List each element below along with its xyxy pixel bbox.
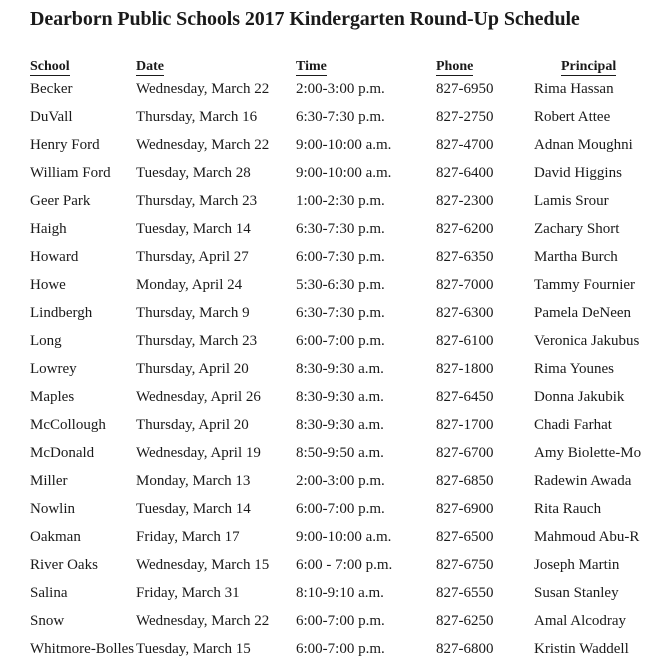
date-cell: Wednesday, March 22	[136, 613, 270, 629]
school-cell: DuVall	[30, 109, 73, 125]
time-cell: 9:00-10:00 a.m.	[296, 529, 392, 545]
time-cell: 2:00-3:00 p.m.	[296, 81, 385, 97]
time-cell: 6:00-7:00 p.m.	[296, 333, 385, 349]
principal-cell: Pamela DeNeen	[534, 305, 632, 321]
school-cell: Nowlin	[30, 501, 75, 517]
table-row	[0, 332, 648, 360]
date-cell: Tuesday, March 28	[136, 165, 251, 181]
school-cell: Maples	[30, 389, 75, 405]
column-header-time: Time	[296, 59, 327, 74]
table-row	[0, 640, 648, 668]
school-cell: Whitmore-Bolles	[30, 641, 135, 657]
phone-cell: 827-6250	[436, 613, 494, 629]
column-header-phone: Phone	[436, 59, 474, 74]
time-cell: 6:00-7:00 p.m.	[296, 613, 385, 629]
table-row	[0, 304, 648, 332]
phone-cell: 827-2750	[436, 109, 494, 125]
principal-cell: Robert Attee	[534, 109, 611, 125]
table-row	[0, 248, 648, 276]
time-cell: 8:30-9:30 a.m.	[296, 361, 384, 377]
principal-cell: Joseph Martin	[534, 557, 620, 573]
phone-cell: 827-6900	[436, 501, 494, 517]
date-cell: Wednesday, March 15	[136, 557, 270, 573]
principal-cell: Radewin Awada	[534, 473, 632, 489]
page-title: Dearborn Public Schools 2017 Kindergarten Round-Up Schedule	[30, 8, 580, 30]
date-cell: Friday, March 17	[136, 529, 240, 545]
school-cell: Howard	[30, 249, 79, 265]
table-row	[0, 164, 648, 192]
table-row	[0, 276, 648, 304]
phone-cell: 827-6750	[436, 557, 494, 573]
phone-cell: 827-1700	[436, 417, 494, 433]
time-cell: 8:30-9:30 a.m.	[296, 417, 384, 433]
date-cell: Thursday, March 23	[136, 193, 258, 209]
date-cell: Monday, April 24	[136, 277, 243, 293]
date-cell: Thursday, March 16	[136, 109, 258, 125]
time-cell: 6:00-7:00 p.m.	[296, 641, 385, 657]
time-cell: 1:00-2:30 p.m.	[296, 193, 385, 209]
phone-cell: 827-6550	[436, 585, 494, 601]
date-cell: Wednesday, April 19	[136, 445, 261, 461]
phone-cell: 827-6300	[436, 305, 494, 321]
principal-cell: Amy Biolette-Mo	[534, 445, 642, 461]
table-row	[0, 80, 648, 108]
time-cell: 2:00-3:00 p.m.	[296, 473, 385, 489]
date-cell: Wednesday, March 22	[136, 81, 270, 97]
date-cell: Thursday, April 27	[136, 249, 249, 265]
principal-cell: Adnan Moughni	[534, 137, 633, 153]
phone-cell: 827-6350	[436, 249, 494, 265]
date-cell: Thursday, April 20	[136, 361, 249, 377]
time-cell: 9:00-10:00 a.m.	[296, 137, 392, 153]
principal-cell: Donna Jakubik	[534, 389, 625, 405]
school-cell: Henry Ford	[30, 137, 100, 153]
date-cell: Tuesday, March 15	[136, 641, 251, 657]
phone-cell: 827-1800	[436, 361, 494, 377]
principal-cell: Rima Hassan	[534, 81, 614, 97]
time-cell: 6:00-7:00 p.m.	[296, 501, 385, 517]
date-cell: Thursday, April 20	[136, 417, 249, 433]
school-cell: Haigh	[30, 221, 67, 237]
table-row	[0, 444, 648, 472]
school-cell: River Oaks	[30, 557, 98, 573]
date-cell: Wednesday, April 26	[136, 389, 261, 405]
phone-cell: 827-6200	[436, 221, 494, 237]
time-cell: 8:50-9:50 a.m.	[296, 445, 384, 461]
table-row	[0, 108, 648, 136]
table-row	[0, 416, 648, 444]
table-row	[0, 528, 648, 556]
school-cell: McDonald	[30, 445, 95, 461]
date-cell: Tuesday, March 14	[136, 501, 251, 517]
phone-cell: 827-6800	[436, 641, 494, 657]
school-cell: Lindbergh	[30, 305, 93, 321]
column-header-date: Date	[136, 59, 164, 74]
time-cell: 5:30-6:30 p.m.	[296, 277, 385, 293]
principal-cell: Chadi Farhat	[534, 417, 612, 433]
table-row	[0, 584, 648, 612]
principal-cell: Zachary Short	[534, 221, 620, 237]
phone-cell: 827-6950	[436, 81, 494, 97]
phone-cell: 827-7000	[436, 277, 494, 293]
phone-cell: 827-6850	[436, 473, 494, 489]
school-cell: Oakman	[30, 529, 81, 545]
principal-cell: Rima Younes	[534, 361, 615, 377]
column-header-school: School	[30, 59, 70, 74]
table-row	[0, 220, 648, 248]
table-row	[0, 612, 648, 640]
phone-cell: 827-6400	[436, 165, 494, 181]
principal-cell: Amal Alcodray	[534, 613, 627, 629]
time-cell: 8:30-9:30 a.m.	[296, 389, 384, 405]
phone-cell: 827-2300	[436, 193, 494, 209]
time-cell: 6:00 - 7:00 p.m.	[296, 557, 393, 573]
table-row	[0, 556, 648, 584]
date-cell: Thursday, March 9	[136, 305, 250, 321]
principal-cell: Tammy Fournier	[534, 277, 636, 293]
phone-cell: 827-6450	[436, 389, 494, 405]
date-cell: Tuesday, March 14	[136, 221, 251, 237]
table-row	[0, 360, 648, 388]
date-cell: Thursday, March 23	[136, 333, 258, 349]
column-header-principal: Principal	[561, 59, 617, 74]
principal-cell: David Higgins	[534, 165, 622, 181]
principal-cell: Rita Rauch	[534, 501, 602, 517]
school-cell: Snow	[30, 613, 65, 629]
time-cell: 9:00-10:00 a.m.	[296, 165, 392, 181]
school-cell: Miller	[30, 473, 68, 489]
table-row	[0, 136, 648, 164]
principal-cell: Kristin Waddell	[534, 641, 629, 657]
school-cell: Salina	[30, 585, 68, 601]
phone-cell: 827-6100	[436, 333, 494, 349]
time-cell: 8:10-9:10 a.m.	[296, 585, 384, 601]
school-cell: McCollough	[30, 417, 106, 433]
principal-cell: Lamis Srour	[534, 193, 609, 209]
date-cell: Wednesday, March 22	[136, 137, 270, 153]
time-cell: 6:00-7:30 p.m.	[296, 249, 385, 265]
phone-cell: 827-6500	[436, 529, 494, 545]
school-cell: Geer Park	[30, 193, 91, 209]
principal-cell: Susan Stanley	[534, 585, 619, 601]
phone-cell: 827-6700	[436, 445, 494, 461]
school-cell: William Ford	[30, 165, 111, 181]
date-cell: Friday, March 31	[136, 585, 240, 601]
time-cell: 6:30-7:30 p.m.	[296, 109, 385, 125]
time-cell: 6:30-7:30 p.m.	[296, 305, 385, 321]
principal-cell: Mahmoud Abu-R	[534, 529, 640, 545]
school-cell: Howe	[30, 277, 66, 293]
phone-cell: 827-4700	[436, 137, 494, 153]
principal-cell: Veronica Jakubus	[534, 333, 640, 349]
table-row	[0, 192, 648, 220]
table-row	[0, 388, 648, 416]
table-row	[0, 500, 648, 528]
time-cell: 6:30-7:30 p.m.	[296, 221, 385, 237]
table-row	[0, 472, 648, 500]
school-cell: Becker	[30, 81, 73, 97]
principal-cell: Martha Burch	[534, 249, 618, 265]
date-cell: Monday, March 13	[136, 473, 251, 489]
school-cell: Lowrey	[30, 361, 77, 377]
school-cell: Long	[30, 333, 62, 349]
